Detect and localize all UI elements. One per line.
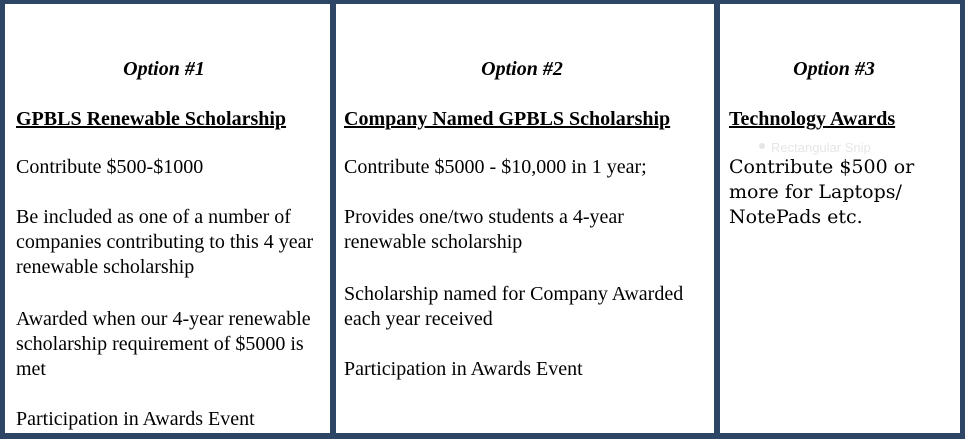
option-2-paragraph: Contribute $5000 - $10,000 in 1 year; [344,156,647,178]
option-1-column [16,0,328,433]
option-2-title: Company Named GPBLS Scholarship [344,108,671,130]
option-2-paragraph: Provides one/two students a 4-year renewable scholarship [344,206,624,253]
option-1-heading: Option #1 [123,58,205,80]
option-3-heading: Option #3 [793,58,875,80]
snip-watermark-label: Rectangular Snip [771,140,871,155]
option-3-title: Technology Awards [729,108,896,130]
option-1-paragraph: Awarded when our 4-year renewable scholarship requirement of $5000 is met [16,308,311,380]
option-1-paragraph: Participation in Awards Event [16,408,255,430]
option-2-paragraph: Participation in Awards Event [344,358,583,380]
column-divider [714,0,720,439]
column-divider [330,0,336,439]
option-3-column [729,0,955,433]
option-1-paragraph: Contribute $500-$1000 [16,156,204,178]
option-2-column [344,0,710,433]
option-1-paragraph: Be included as one of a number of companies contributing to this 4 year renewable scholarship [16,206,314,278]
option-2-heading: Option #2 [481,58,563,80]
option-3-paragraph: Contribute $500 or more for Laptops/ NotePads etc. [729,156,915,228]
option-2-paragraph: Scholarship named for Company Awarded each year received [344,283,684,330]
snip-watermark-dot [759,143,765,149]
option-1-title: GPBLS Renewable Scholarship [16,108,287,130]
